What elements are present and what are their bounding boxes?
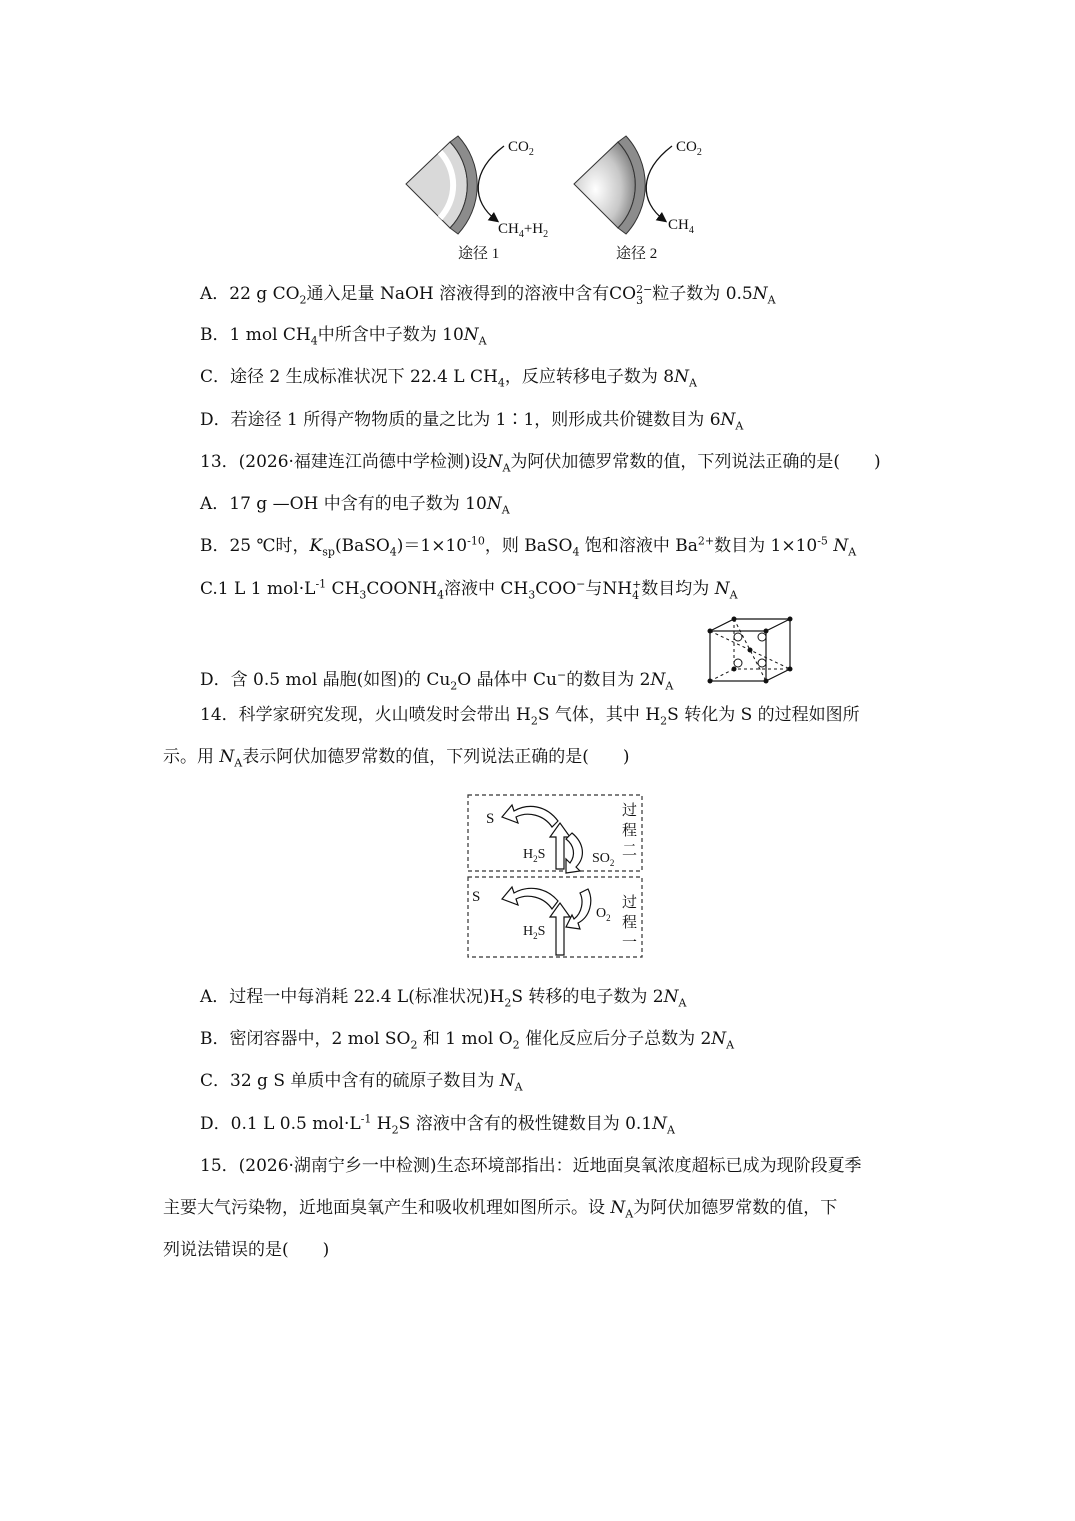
- q13-option-b: B．25 ℃时，$K_{sp}(BaSO_4)=1\times 10^{-10}$，则 BaSO$_4$ 饱和溶液中 $Ba^{2+}$数目为 $1\times 10^{-5}$ $N_A$: [200, 534, 857, 559]
- q13-option-d: D．含 0.5 mol 晶胞(如图)的 $Cu_2O$ 晶体中 Cu−的数目为 $2N_A$: [200, 668, 674, 693]
- q13-stem: 13．(2026·福建连江尚德中学检测)设$N_A$为阿伏加德罗常数的值，下列说法正确的是( ): [200, 452, 881, 475]
- svg-text:CO2: $CO_2$: [676, 139, 702, 158]
- svg-text:CH4: $CH_4$: [668, 217, 694, 236]
- q15-stem-line2: 主要大气污染物，近地面臭氧产生和吸收机理如图所示。设 $N_A$为阿伏加德罗常数的值，下: [163, 1198, 838, 1221]
- q15-stem-line3: 列说法错误的是( ): [163, 1240, 330, 1260]
- q14-stem-line1: 14．科学家研究发现，火山喷发时会带出 $H_2S$ 气体，其中 $H_2S$ 转化为 S 的过程如图所: [200, 705, 860, 728]
- svg-text:SO2: $SO_2$: [592, 851, 615, 868]
- svg-text:S: S: [486, 811, 495, 827]
- q12-option-c: C．途径 2 生成标准状况下 22.4 L $CH_4$，反应转移电子数为 $8N_A$: [200, 367, 697, 390]
- q14-option-d: D．0.1 L 0.5 $mol\cdot L^{-1}$ $H_2S$ 溶液中含有的极性键数目为 $0.1N_A$: [200, 1112, 675, 1137]
- svg-text:途径 1: 途径 1: [458, 246, 500, 262]
- svg-text:过: 过: [622, 895, 638, 911]
- svg-text:H2S: $H_2S$: [523, 847, 546, 864]
- svg-text:S: S: [472, 889, 481, 905]
- svg-text:过: 过: [622, 803, 638, 819]
- q14-option-a: A．过程一中每消耗 22.4 L(标准状况)$H_2S$ 转移的电子数为 $2N_A$: [200, 987, 687, 1010]
- process-one-arrows-icon: [502, 887, 591, 955]
- svg-text:O2: $O_2$: [596, 906, 611, 923]
- path1-sector-icon: [406, 136, 477, 234]
- svg-text:途径 2: 途径 2: [616, 246, 658, 262]
- q13-option-c: C.1 L 1 $mol\cdot L^{-1}$ $CH_3COONH_4$溶液中 $CH_3COO^-$与NH + 4 数目均为 $N_A$: [200, 577, 738, 602]
- q14-option-c: C．32 g S 单质中含有的硫原子数目为 $N_A$: [200, 1071, 523, 1094]
- svg-text:一: 一: [622, 935, 638, 951]
- svg-text:H2S: $H_2S$: [523, 924, 546, 941]
- q15-stem-line1: 15．(2026·湖南宁乡一中检测)生态环境部指出：近地面臭氧浓度超标已成为现阶段夏季: [200, 1156, 862, 1176]
- h2s-process-figure: [466, 793, 646, 961]
- q14-stem-line2: 示。用 $N_A$表示阿伏加德罗常数的值，下列说法正确的是( ): [163, 747, 630, 770]
- q14-option-b: B．密闭容器中，2 mol $SO_2$ 和 1 mol $O_2$ 催化反应后分子总数为 $2N_A$: [200, 1029, 735, 1052]
- path1-arrow-icon: [478, 146, 504, 220]
- q12-option-a: A．22 g $CO_2$通入足量 NaOH 溶液得到的溶液中含有CO 2− 3 粒子数为 $0.5N_A$: [200, 282, 776, 307]
- pathway-figure: [400, 132, 710, 267]
- q12-option-b: B．1 mol $CH_4$中所含中子数为 $10N_A$: [200, 325, 487, 348]
- unit-cell-icon: [702, 615, 802, 685]
- q13-option-a: A．17 g —OH 中含有的电子数为 $10N_A$: [200, 494, 510, 517]
- svg-text:程: 程: [622, 823, 638, 839]
- path2-sector-icon: [574, 136, 645, 234]
- q12-option-d: D．若途径 1 所得产物物质的量之比为 1∶1，则形成共价键数目为 $6N_A$: [200, 410, 744, 433]
- svg-text:二: 二: [622, 843, 638, 859]
- svg-text:程: 程: [622, 915, 638, 931]
- process-two-arrows-icon: [502, 805, 582, 873]
- svg-text:CO2: $CO_2$: [508, 139, 534, 158]
- path2-arrow-icon: [646, 146, 672, 220]
- svg-text:CH4+H2: $CH_4+H_2$: [498, 221, 549, 240]
